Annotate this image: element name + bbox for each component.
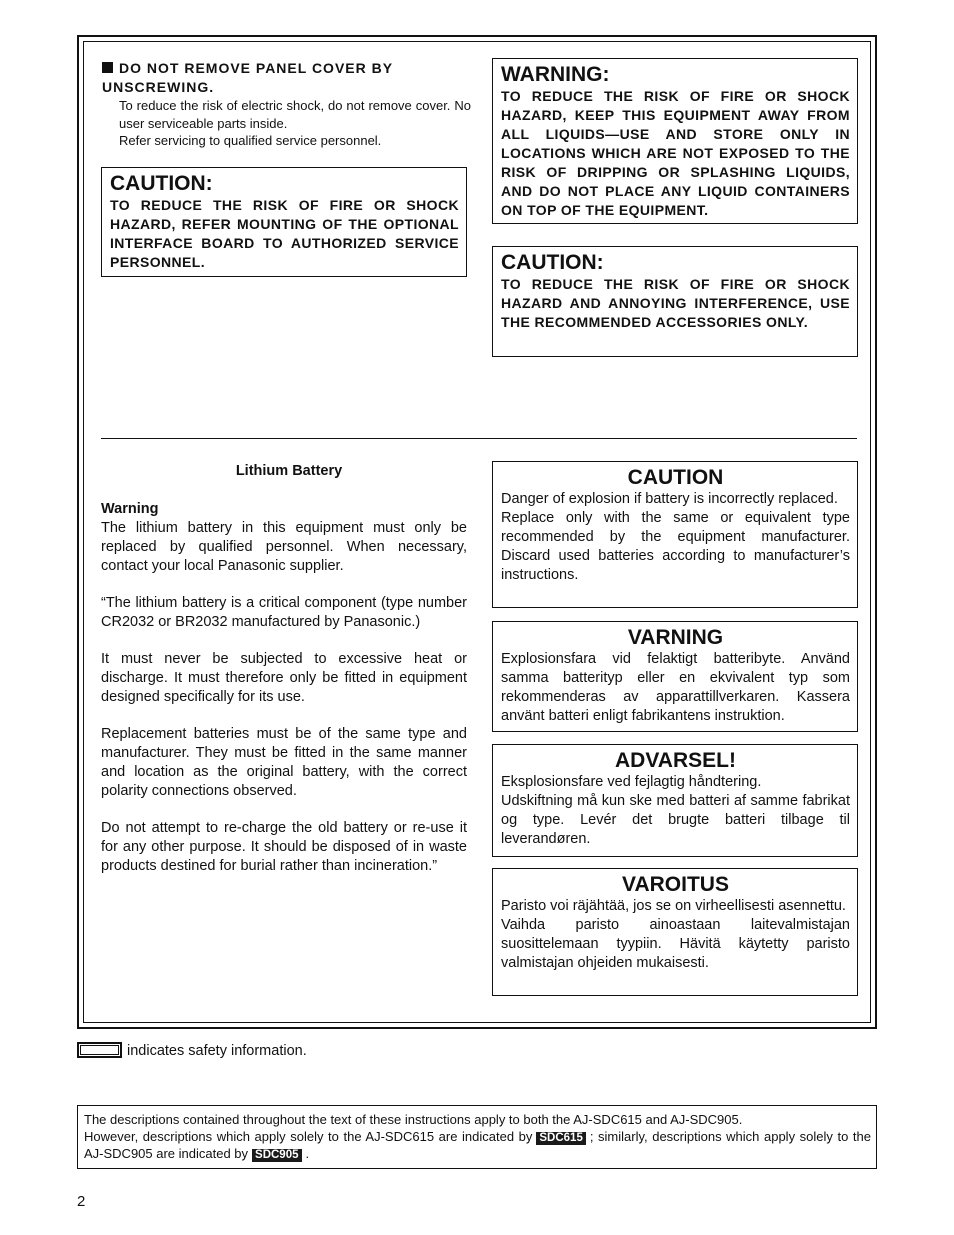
battery-caution-p1: Danger of explosion if battery is incorrectly replaced. xyxy=(501,491,838,507)
model-description-box xyxy=(77,1105,877,1169)
description-part1: The descriptions contained throughout the text of these instructions apply to both the AJ-SDC615 and AJ-SDC905. xyxy=(84,1112,743,1127)
safety-frame xyxy=(77,35,877,1029)
sdc905-badge: SDC905 xyxy=(252,1149,301,1162)
description-part2: However, descriptions which apply solely to the AJ-SDC615 are indicated by xyxy=(84,1129,533,1144)
battery-caution-box xyxy=(492,461,858,608)
battery-varoitus-box xyxy=(492,868,858,996)
lithium-paragraph-2: “The lithium battery is a critical component (type number CR2032 or BR2032 manufactured by Panasonic.) xyxy=(101,595,467,630)
lithium-battery-text xyxy=(101,500,467,894)
square-bullet-icon xyxy=(102,62,113,73)
panel-cover-heading-text: DO NOT REMOVE PANEL COVER BY UNSCREWING. xyxy=(102,60,393,95)
battery-varoitus-p2: Vaihda paristo ainoastaan laitevalmistajan suosittelemaan tyypiin. Hävitä käytetty paristo valmistajan ohjeiden mukaisesti. xyxy=(501,917,850,971)
battery-caution-title: CAUTION xyxy=(627,466,724,489)
lithium-paragraph-5: Do not attempt to re-charge the old battery or re-use it for any other purpose. It should be disposed of in waste products destined for burial rather than incineration.” xyxy=(101,820,467,874)
warning-liquids-box xyxy=(492,58,858,224)
lithium-paragraph-3: It must never be subjected to excessive heat or discharge. It must therefore only be fitted in equipment designed specifically for its use. xyxy=(101,651,467,705)
safety-frame-inner xyxy=(83,41,871,1023)
lithium-warning-label: Warning xyxy=(101,501,159,517)
battery-advarsel-box xyxy=(492,744,858,857)
model-description-line1 xyxy=(84,1111,871,1128)
caution-mounting-box xyxy=(101,167,467,277)
section-divider xyxy=(101,438,857,439)
battery-varning-title: VARNING xyxy=(627,626,724,649)
caution-mounting-title: CAUTION: xyxy=(110,172,213,195)
panel-cover-line1: To reduce the risk of electric shock, do not remove cover. No user serviceable parts inside. xyxy=(119,98,471,131)
battery-advarsel-title: ADVARSEL! xyxy=(615,749,736,772)
caution-mounting-text: TO REDUCE THE RISK OF FIRE OR SHOCK HAZARD, REFER MOUNTING OF THE OPTIONAL INTERFACE BOARD TO AUTHORIZED SERVICE PERSONNEL. xyxy=(110,197,459,270)
description-part3: ; similarly, descriptions which apply solely to the AJ-SDC905 are indicated by xyxy=(84,1129,871,1161)
safety-legend xyxy=(77,1042,307,1059)
warning-liquids-text: TO REDUCE THE RISK OF FIRE OR SHOCK HAZARD, KEEP THIS EQUIPMENT AWAY FROM ALL LIQUIDS—USE AND STORE ONLY IN LOCATIONS WHICH ARE NOT EXPOSED TO THE RISK OF DRIPPING OR SPLASHING LIQUIDS, AND DO NOT PLACE ANY LIQUID CONTAINERS ON TOP OF THE EQUIPMENT. xyxy=(501,88,850,218)
battery-varning-p1: Explosionsfara vid felaktigt batteribyte. Använd samma batterityp eller en ekvivalent typ som rekommenderas av apparattillverkaren. Kassera använt batteri enligt fabrikantens instruktion. xyxy=(501,651,850,724)
page-number: 2 xyxy=(77,1193,86,1210)
panel-cover-body xyxy=(119,97,471,150)
battery-varoitus-p1: Paristo voi räjähtää, jos se on virheellisesti asennettu. xyxy=(501,898,846,914)
battery-varoitus-title: VAROITUS xyxy=(622,873,729,896)
model-description-line2 xyxy=(84,1128,871,1162)
lithium-paragraph-4: Replacement batteries must be of the same type and manufacturer. They must be fitted in the same manner and location as the original battery, with the correct polarity connections observed. xyxy=(101,726,467,799)
battery-caution-p2: Replace only with the same or equivalent type recommended by the equipment manufacturer. Discard used batteries according to manufacturer’s instructions. xyxy=(501,510,850,583)
lithium-battery-title: Lithium Battery xyxy=(235,463,343,479)
double-border-box-icon xyxy=(77,1042,122,1058)
description-part4: . xyxy=(305,1146,310,1161)
caution-accessories-title: CAUTION: xyxy=(501,251,604,274)
caution-accessories-text: TO REDUCE THE RISK OF FIRE OR SHOCK HAZARD AND ANNOYING INTERFERENCE, USE THE RECOMMENDED ACCESSORIES ONLY. xyxy=(501,276,850,330)
safety-legend-text: indicates safety information. xyxy=(127,1043,307,1059)
warning-liquids-title: WARNING: xyxy=(501,63,610,86)
panel-cover-line2: Refer servicing to qualified service personnel. xyxy=(119,133,382,148)
lithium-paragraph-1: The lithium battery in this equipment must only be replaced by qualified personnel. When necessary, contact your local Panasonic supplier. xyxy=(101,520,467,574)
sdc615-badge: SDC615 xyxy=(536,1132,585,1145)
battery-advarsel-p1: Eksplosionsfare ved fejlagtig håndtering. xyxy=(501,774,762,790)
battery-advarsel-p2: Udskiftning må kun ske med batteri af samme fabrikat og type. Levér det brugte batteri tilbage til leverandøren. xyxy=(501,793,850,847)
panel-cover-heading xyxy=(102,59,470,97)
caution-accessories-box xyxy=(492,246,858,357)
battery-varning-box xyxy=(492,621,858,732)
